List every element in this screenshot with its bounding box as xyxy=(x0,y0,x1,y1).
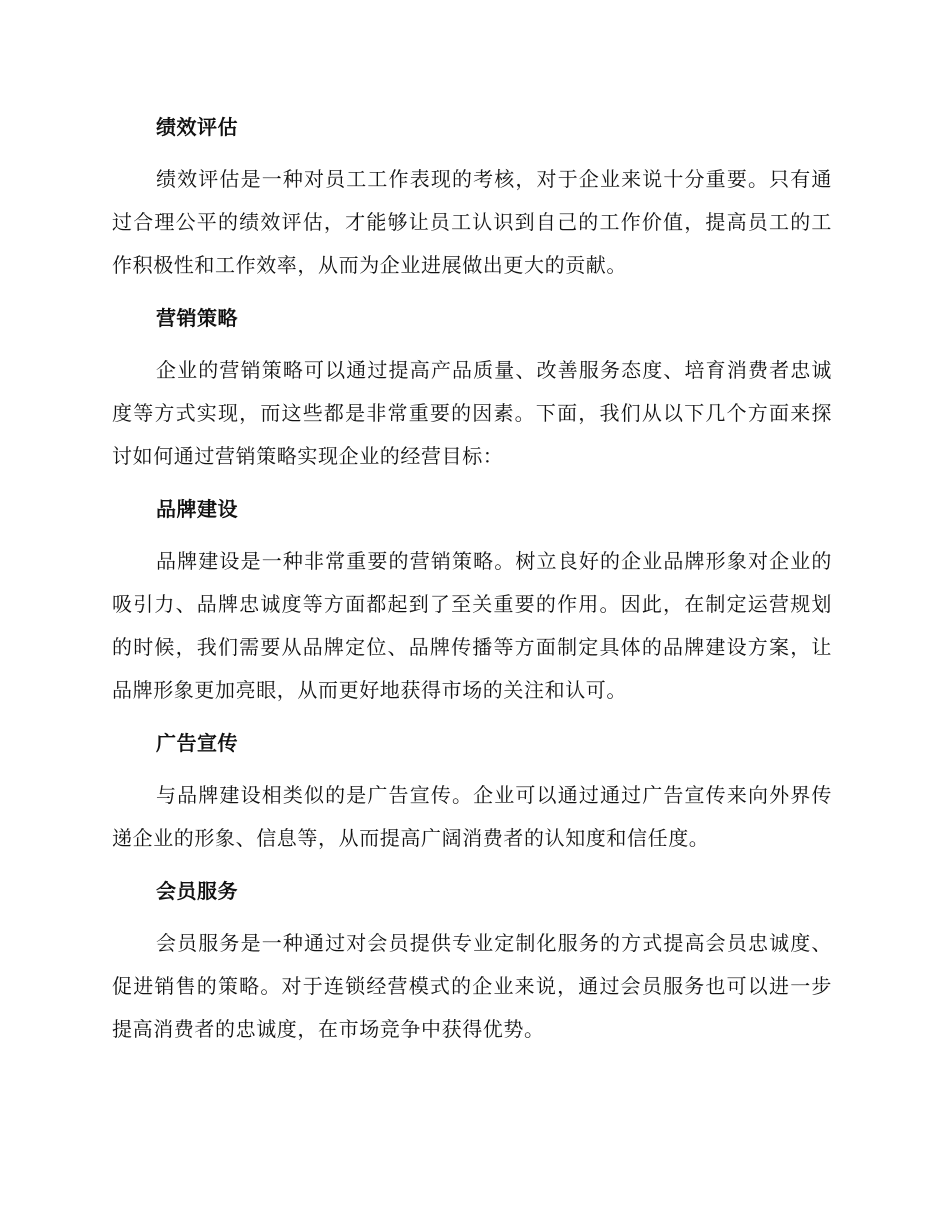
section-marketing-strategy xyxy=(112,297,832,478)
section-heading: 广告宣传 xyxy=(156,731,238,755)
section-performance-evaluation xyxy=(112,106,832,287)
section-paragraph: 绩效评估是一种对员工工作表现的考核，对于企业来说十分重要。只有通过合理公平的绩效评估，才能够让员工认识到自己的工作价值，提高员工的工作积极性和工作效率，从而为企业进展做出更大的贡献。 xyxy=(112,167,832,277)
section-heading: 会员服务 xyxy=(156,879,238,903)
section-brand-building xyxy=(112,488,832,712)
section-paragraph: 会员服务是一种通过对会员提供专业定制化服务的方式提高会员忠诚度、促进销售的策略。对于连锁经营模式的企业来说，通过会员服务也可以进一步提高消费者的忠诚度，在市场竞争中获得优势。 xyxy=(112,931,832,1041)
section-paragraph: 与品牌建设相类似的是广告宣传。企业可以通过通过广告宣传来向外界传递企业的形象、信息等，从而提高广阔消费者的认知度和信任度。 xyxy=(112,783,832,850)
section-paragraph: 品牌建设是一种非常重要的营销策略。树立良好的企业品牌形象对企业的吸引力、品牌忠诚度等方面都起到了至关重要的作用。因此，在制定运营规划的时候，我们需要从品牌定位、品牌传播等方面制定具体的品牌建设方案，让品牌形象更加亮眼，从而更好地获得市场的关注和认可。 xyxy=(112,549,832,702)
document-body xyxy=(112,106,832,1061)
section-advertising xyxy=(112,722,832,860)
section-heading: 营销策略 xyxy=(156,306,238,330)
section-heading: 绩效评估 xyxy=(156,115,238,139)
section-paragraph: 企业的营销策略可以通过提高产品质量、改善服务态度、培育消费者忠诚度等方式实现，而这些都是非常重要的因素。下面，我们从以下几个方面来探讨如何通过营销策略实现企业的经营目标： xyxy=(112,358,832,468)
section-heading: 品牌建设 xyxy=(156,497,238,521)
section-membership-service xyxy=(112,870,832,1051)
